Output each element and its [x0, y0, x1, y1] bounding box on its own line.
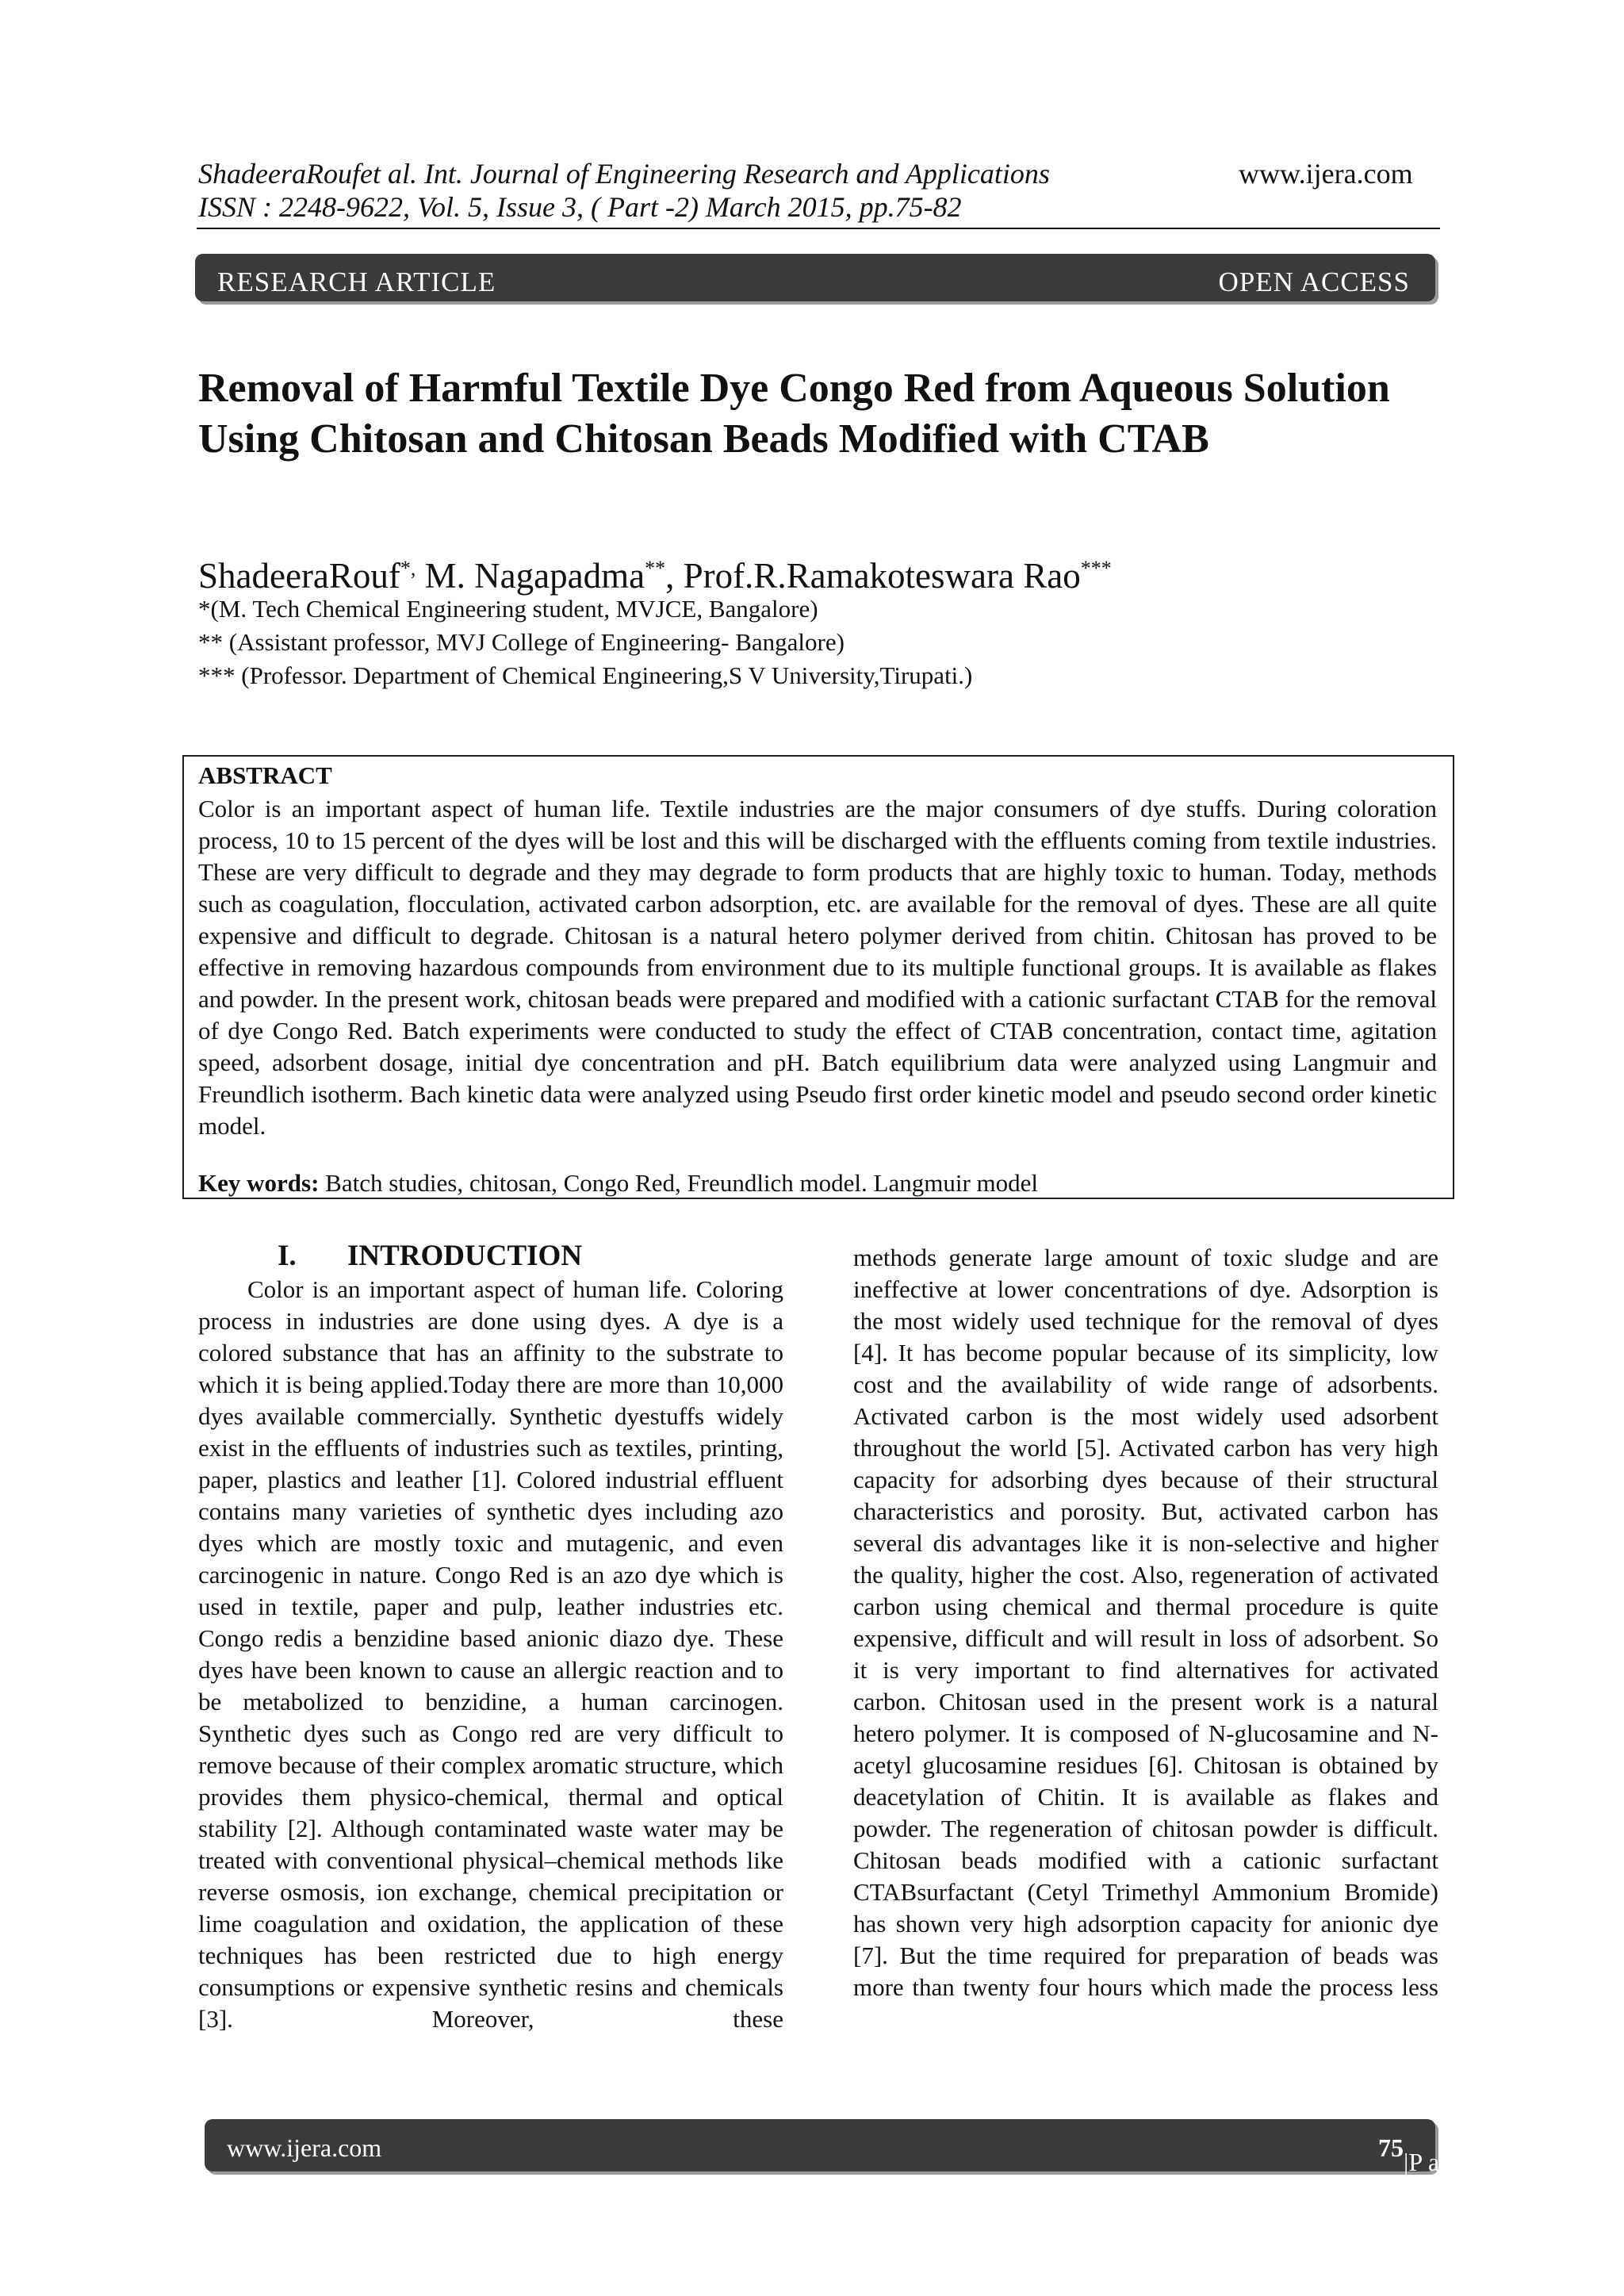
intro-paragraph-left: Color is an important aspect of human life. Coloring process in industries are done using dyes. A dye is a colored substance that has an affinity to the substrate to which it is being applied.Today there are more than 10,000 dyes available commercially. Synthetic dyestuffs widely exist in the effluents of industries such as textiles, printing, paper, plastics and leather [1]. Colored industrial effluent contains many varieties of synthetic dyes including azo dyes which are mostly toxic and mutagenic, and even carcinogenic in nature. Congo Red is an azo dye which is used in textile, paper and pulp, leather industries etc. Congo redis a benzidine based anionic diazo dye. These dyes have been known to cause an allergic reaction and to be metabolized to benzidine, a human carcinogen. Synthetic dyes such as Congo red are very difficult to remove because of their complex aromatic structure, which provides them physico-chemical, thermal and optical stability [2]. Although contaminated waste water may be treated with conventional physical–chemical methods like reverse osmosis, ion exchange, chemical precipitation or lime coagulation and oxidation, the application of these techniques has been restricted due to high energy consumptions or expensive synthetic resins and chemicals [3]. Moreover, these: [198, 1275, 783, 2033]
author-1-mark: *,: [400, 557, 416, 580]
keywords-list: Batch studies, chitosan, Congo Red, Freundlich model. Langmuir model: [319, 1169, 1039, 1197]
intro-paragraph-right: methods generate large amount of toxic sludge and are ineffective at lower concentrations of dye. Adsorption is the most widely used technique for the removal of dyes [4]. It has become popular because of its simplicity, low cost and the availability of wide range of adsorbents. Activated carbon is the most widely used adsorbent throughout the world [5]. Activated carbon has very high capacity for adsorbing dyes because of their structural characteristics and porosity. But, activated carbon has several dis advantages like it is non-selective and higher the quality, higher the cost. Also, regeneration of activated carbon using chemical and thermal procedure is quite expensive, difficult and will result in loss of adsorbent. So it is very important to find alternatives for activated carbon. Chitosan used in the present work is a natural hetero polymer. It is composed of N-glucosamine and N-acetyl glucosamine residues [6]. Chitosan is obtained by deacetylation of Chitin. It is available as flakes and powder. The regeneration of chitosan powder is difficult. Chitosan beads modified with a cationic surfactant CTABsurfactant (Cetyl Trimethyl Ammonium Bromide) has shown very high adsorption capacity for anionic dye [7]. But the time required for preparation of beads was more than twenty four hours which made the process less: [853, 1244, 1438, 2001]
page-label: |P a g e: [1404, 2148, 1477, 2176]
article-type-banner: [195, 254, 1435, 301]
issn-line: ISSN : 2248-9622, Vol. 5, Issue 3, ( Part -2) March 2015, pp.75-82: [198, 191, 962, 223]
author-3-mark: ***: [1080, 557, 1112, 580]
abstract-heading: ABSTRACT: [198, 761, 332, 789]
section-heading-introduction: [278, 1239, 582, 1274]
author-3: , Prof.R.Ramakoteswara Rao: [665, 556, 1081, 596]
affiliation-2: ** (Assistant professor, MVJ College of Engineering- Bangalore): [198, 628, 845, 656]
section-number: I.: [278, 1240, 297, 1272]
abstract-text: Color is an important aspect of human life. Textile industries are the major consumers of dye stuffs. During coloration process, 10 to 15 percent of the dyes will be lost and this will be discharged with the effluents coming from textile industries. These are very difficult to degrade and they may degrade to form products that are highly toxic to human. Today, methods such as coagulation, flocculation, activated carbon adsorption, etc. are available for the removal of dyes. These are all quite expensive and difficult to degrade. Chitosan is a natural hetero polymer derived from chitin. Chitosan has proved to be effective in removing hazardous compounds from environment due to its multiple functional groups. It is available as flakes and powder. In the present work, chitosan beads were prepared and modified with a cationic surfactant CTAB for the removal of dye Congo Red. Batch experiments were conducted to study the effect of CTAB concentration, contact time, agitation speed, adsorbent dosage, initial dye concentration and pH. Batch equilibrium data were analyzed using Langmuir and Freundlich isotherm. Bach kinetic data were analyzed using Pseudo first order kinetic model and pseudo second order kinetic model.: [198, 795, 1437, 1140]
body-column-right: [853, 1242, 1438, 2003]
author-2: M. Nagapadma: [416, 556, 645, 596]
page-number-value: 75: [1378, 2133, 1404, 2162]
open-access-label: OPEN ACCESS: [1218, 266, 1410, 297]
paper-title: Removal of Harmful Textile Dye Congo Red from Aqueous Solution Using Chitosan and Chitosan Beads Modified with CTAB: [198, 366, 1390, 462]
page-footer: [205, 2119, 1477, 2176]
page-number: [1378, 2133, 1477, 2176]
body-column-left: [198, 1274, 783, 2035]
affiliation-1: *(M. Tech Chemical Engineering student, MVJCE, Bangalore): [198, 595, 818, 623]
header-website-link[interactable]: www.ijera.com: [1239, 158, 1413, 190]
keywords-line: [198, 1167, 1038, 1199]
section-title: INTRODUCTION: [347, 1240, 583, 1272]
author-2-mark: **: [645, 557, 666, 580]
keywords-label: Key words:: [198, 1169, 320, 1197]
footer-website-link[interactable]: www.ijera.com: [227, 2133, 382, 2162]
author-list: [198, 547, 1112, 597]
author-1: ShadeeraRouf: [198, 556, 400, 596]
journal-citation: ShadeeraRoufet al. Int. Journal of Engineering Research and Applications: [198, 158, 1050, 190]
affiliation-3: *** (Professor. Department of Chemical Engineering,S V University,Tirupati.): [198, 661, 973, 689]
research-article-label: RESEARCH ARTICLE: [217, 266, 496, 297]
header-rule: [197, 228, 1440, 229]
